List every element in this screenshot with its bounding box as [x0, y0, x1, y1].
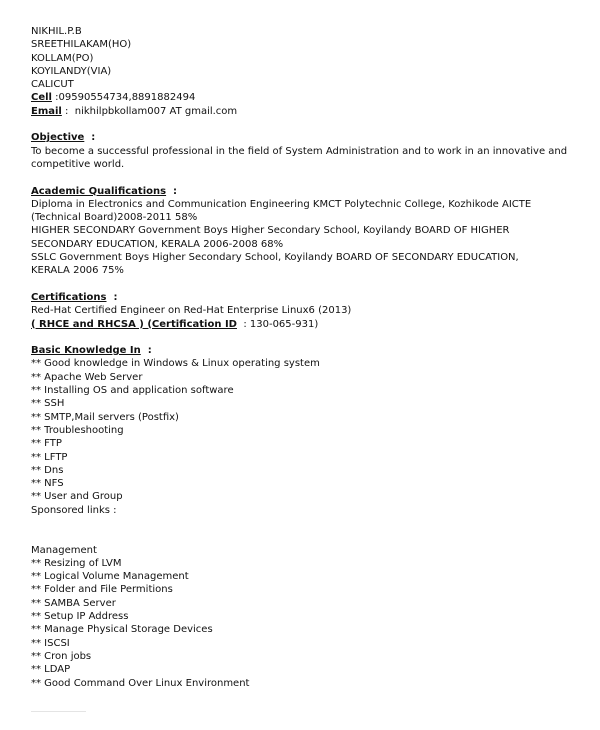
objective-section	[31, 131, 571, 171]
address-line: CALICUT	[31, 79, 74, 91]
sponsored-links-label: Sponsored links :	[31, 504, 117, 516]
certification-id-value: : 130-065-931)	[236, 318, 319, 330]
academic-line: SSLC Government Boys Higher Secondary School, Koyilandy BOARD OF SECONDARY EDUCATION,	[31, 252, 519, 264]
objective-heading: Objective	[31, 132, 85, 144]
cell-row	[31, 91, 571, 104]
academic-line: KERALA 2006 75%	[31, 265, 124, 277]
basic-knowledge-heading-row	[31, 344, 571, 357]
list-item: ** Dns	[31, 464, 64, 476]
list-item: ** Troubleshooting	[31, 424, 124, 436]
academic-heading: Academic Qualifications	[31, 185, 167, 197]
list-item: ** Setup IP Address	[31, 611, 129, 623]
contact-block	[31, 25, 571, 118]
spacer	[31, 517, 571, 544]
list-item: ** Good knowledge in Windows & Linux operating system	[31, 358, 320, 370]
list-item: ** Apache Web Server	[31, 371, 143, 383]
resume-document	[31, 25, 571, 690]
basic-knowledge-heading: Basic Knowledge In	[31, 345, 141, 357]
list-item: ** Resizing of LVM	[31, 557, 122, 569]
certification-line: Red-Hat Certified Engineer on Red-Hat Enterprise Linux6 (2013)	[31, 305, 352, 317]
academic-section	[31, 185, 571, 278]
certifications-heading-row	[31, 291, 571, 304]
list-item: ** FTP	[31, 438, 62, 450]
footer-divider	[31, 711, 86, 712]
heading-colon: :	[166, 185, 178, 197]
list-item: ** SAMBA Server	[31, 597, 116, 609]
academic-line: (Technical Board)2008-2011 58%	[31, 212, 198, 224]
list-item: ** SSH	[31, 398, 65, 410]
academic-line: Diploma in Electronics and Communication Engineering KMCT Polytechnic College, Kozhikode AICTE	[31, 198, 532, 210]
basic-knowledge-section	[31, 344, 571, 517]
management-heading: Management	[31, 544, 97, 556]
certification-id-row	[31, 318, 571, 331]
address-line: KOYILANDY(VIA)	[31, 65, 112, 77]
list-item: ** LDAP	[31, 664, 71, 676]
list-item: ** Folder and File Permitions	[31, 584, 173, 596]
list-item: ** User and Group	[31, 491, 123, 503]
list-item: ** Logical Volume Management	[31, 571, 189, 583]
list-item: ** Manage Physical Storage Devices	[31, 624, 213, 636]
list-item: ** ISCSI	[31, 637, 70, 649]
objective-heading-row	[31, 131, 571, 144]
list-item: ** Good Command Over Linux Environment	[31, 677, 250, 689]
email-value: : nikhilpbkollam007 AT gmail.com	[61, 105, 238, 117]
heading-colon: :	[106, 291, 118, 303]
address-line: KOLLAM(PO)	[31, 52, 94, 64]
objective-text: To become a successful professional in the field of System Administration and to work in an innovative and competitive world.	[31, 145, 568, 170]
heading-colon: :	[140, 345, 152, 357]
list-item: ** Installing OS and application software	[31, 385, 234, 397]
spacer	[31, 278, 571, 291]
heading-colon: :	[84, 132, 96, 144]
email-row	[31, 105, 571, 118]
list-item: ** NFS	[31, 478, 64, 490]
certifications-section	[31, 291, 571, 331]
list-item: ** LFTP	[31, 451, 68, 463]
academic-line: SECONDARY EDUCATION, KERALA 2006-2008 68%	[31, 238, 284, 250]
list-item: ** SMTP,Mail servers (Postfix)	[31, 411, 179, 423]
candidate-name: NIKHIL.P.B	[31, 26, 82, 37]
certification-id-label: ( RHCE and RHCSA ) (Certification ID	[31, 318, 237, 330]
spacer	[31, 118, 571, 131]
management-section	[31, 544, 571, 690]
academic-heading-row	[31, 185, 571, 198]
academic-line: HIGHER SECONDARY Government Boys Higher Secondary School, Koyilandy BOARD OF HIGHER	[31, 225, 510, 237]
cell-value: :09590554734,8891882494	[51, 92, 196, 104]
spacer	[31, 331, 571, 344]
spacer	[31, 171, 571, 184]
email-label: Email	[31, 105, 62, 117]
list-item: ** Cron jobs	[31, 650, 92, 662]
address-line: SREETHILAKAM(HO)	[31, 39, 132, 51]
certifications-heading: Certifications	[31, 291, 107, 303]
cell-label: Cell	[31, 92, 52, 104]
